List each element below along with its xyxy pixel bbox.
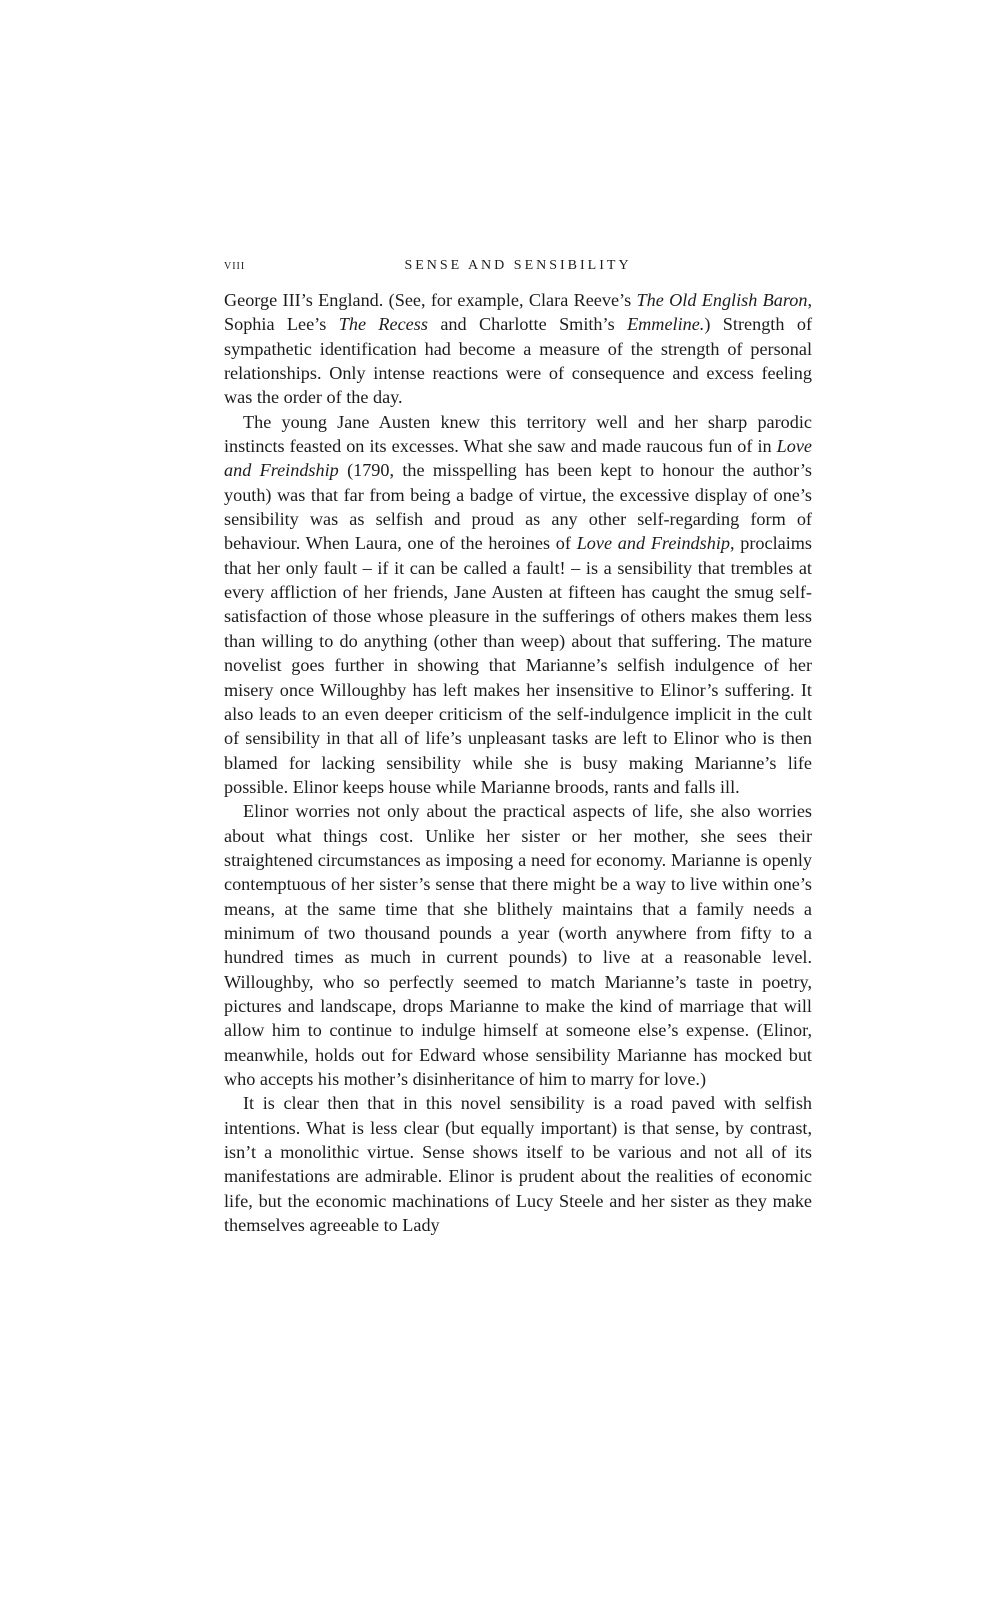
text-run: George III’s England. (See, for example, Clara Reeve’s (224, 290, 637, 310)
italic-title: Emmeline. (627, 314, 705, 335)
running-title: SENSE AND SENSIBILITY (404, 258, 632, 273)
running-head (224, 258, 812, 280)
text-run: and Charlotte Smith’s (427, 314, 628, 335)
paragraph (224, 410, 812, 800)
italic-title: The Recess (338, 314, 428, 335)
text-run: , proclaims that her only fault – if it can be called a fault! – is a sensibility that trembles at every affliction of her friends, Jane Austen at fifteen has caught the smug self-satisfaction of those whose pleasure in the sufferings of others makes them less than willing to do anything (other than weep) about that suffering. The mature novelist goes further in showing that Marianne’s selfish indulgence of her misery once Willoughby has left makes her insensitive to Elinor’s suffering. It also leads to an even deeper criticism of the self-indulgence implicit in the cult of sensibility in that all of life’s unpleasant tasks are left to Elinor who is then blamed for lacking sensibility while she is busy making Marianne’s life possible. Elinor keeps house while Marianne broods, rants and falls ill. (224, 533, 812, 797)
text-run: The young Jane Austen knew this territory well and her sharp parodic instincts feasted on its excesses. What she saw and made raucous fun of in (224, 411, 812, 457)
italic-title: The Old English Baron (636, 290, 808, 310)
paragraph (224, 288, 812, 410)
text-run: ) Strength of sympathetic identification had become a measure of the strength of personal relationships. Only intense reactions were of consequence and excess feeling was the order of the day. (224, 314, 812, 408)
page-number: viii (224, 258, 246, 273)
italic-title: Love and Freindship (576, 533, 730, 554)
body-text (224, 288, 812, 1237)
paragraph (224, 1091, 812, 1237)
text-run: , Sophia Lee’s (224, 290, 812, 335)
text-run: Elinor worries not only about the practical aspects of life, she also worries about what things cost. Unlike her sister or her mother, she sees their straightened circumstances as imposing a need for economy. Marianne is openly contemptuous of her sister’s sense that there might be a way to live within one’s means, at the same time that she blithely maintains that a family needs a minimum of two thousand pounds a year (worth anywhere from fifty to a hundred times as much in current pounds) to live at a reasonable level. Willoughby, who so perfectly seemed to match Marianne’s taste in poetry, pictures and landscape, drops Marianne to make the kind of marriage that will allow him to continue to indulge himself at someone else’s expense. (Elinor, meanwhile, holds out for Edward whose sensibility Marianne has mocked but who accepts his mother’s disinheritance of him to marry for love.) (224, 801, 812, 1089)
text-run: It is clear then that in this novel sensibility is a road paved with selfish intentions. What is less clear (but equally important) is that sense, by contrast, isn’t a monolithic virtue. Sense shows itself to be various and not all of its manifestations are admirable. Elinor is prudent about the realities of economic life, but the economic machinations of Lucy Steele and her sister as they make themselves agreeable to Lady (224, 1093, 812, 1236)
text-run: (1790, the misspelling has been kept to honour the author’s youth) was that far from being a badge of virtue, the excessive display of one’s sensibility was as selfish and proud as any other self-regarding form of behaviour. When Laura, one of the heroines of (224, 460, 812, 554)
paragraph (224, 799, 812, 1091)
italic-title: Love and Freindship (224, 436, 812, 481)
